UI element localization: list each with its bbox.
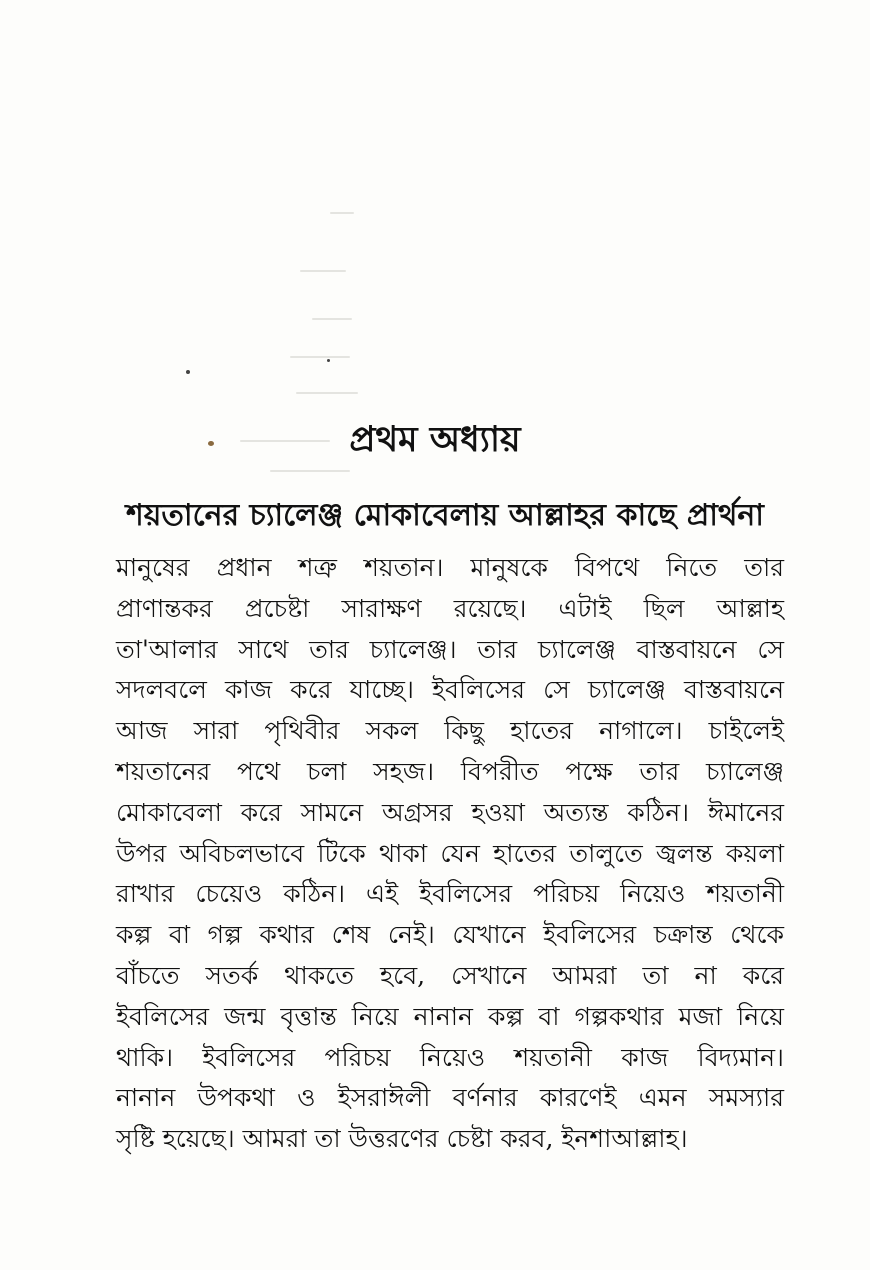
paragraph-line: সদলবলে কাজ করে যাচ্ছে। ইবলিসের সে চ্যালেঞ্জ বাস্তবায়নে xyxy=(116,675,784,705)
paragraph-line: নানান উপকথা ও ইসরাঈলী বর্ণনার কারণেই এমন সমস্যার xyxy=(116,1083,784,1113)
paragraph-line: তা'আলার সাথে তার চ্যালেঞ্জ। তার চ্যালেঞ্জ বাস্তবায়নে সে xyxy=(116,634,784,664)
paragraph-line: রাখার চেয়েও কঠিন। এই ইবলিসের পরিচয় নিয়েও শয়তানী xyxy=(116,879,784,909)
paragraph-line: শয়তানের পথে চলা সহজ। বিপরীত পক্ষে তার চ্যালেঞ্জ xyxy=(116,756,784,786)
paragraph-line: আজ সারা পৃথিবীর সকল কিছু হাতের নাগালে। চাইলেই xyxy=(116,716,784,746)
paragraph-line: উপর অবিচলভাবে টিকে থাকা যেন হাতের তালুতে জ্বলন্ত কয়লা xyxy=(116,838,784,868)
paragraph-line: সৃষ্টি হয়েছে। আমরা তা উত্তরণের চেষ্টা করব, ইনশাআল্লাহ। xyxy=(116,1124,688,1154)
paragraph-line: মানুষের প্রধান শত্রু শয়তান। মানুষকে বিপথে নিতে তার xyxy=(116,553,784,582)
bleed-through-mark xyxy=(296,392,358,394)
paragraph-line: থাকি। ইবলিসের পরিচয় নিয়েও শয়তানী কাজ বিদ্যমান। xyxy=(116,1042,784,1072)
dust-speck xyxy=(327,359,330,362)
chapter-title: প্রথম অধ্যায় xyxy=(349,419,521,460)
section-title: শয়তানের চ্যালেঞ্জ মোকাবেলায় আল্লাহর কাছে প্রার্থনা xyxy=(126,498,764,533)
dust-speck xyxy=(186,370,190,374)
body-paragraph xyxy=(116,548,784,1160)
paragraph-line: কল্প বা গল্প কথার শেষ নেই। যেখানে ইবলিসের চক্রান্ত থেকে xyxy=(116,920,784,950)
bleed-through-mark xyxy=(312,318,352,320)
paragraph-line: মোকাবেলা করে সামনে অগ্রসর হওয়া অত্যন্ত কঠিন। ঈমানের xyxy=(116,797,784,827)
paragraph-line: বাঁচতে সতর্ক থাকতে হবে, সেখানে আমরা তা না করে xyxy=(116,960,784,990)
bleed-through-mark xyxy=(270,470,350,472)
bleed-through-mark xyxy=(300,270,346,272)
paragraph-line: ইবলিসের জন্ম বৃত্তান্ত নিয়ে নানান কল্প বা গল্পকথার মজা নিয়ে xyxy=(116,1001,784,1031)
bleed-through-mark xyxy=(290,356,350,358)
paragraph-line: প্রাণান্তকর প্রচেষ্টা সারাক্ষণ রয়েছে। এটাই ছিল আল্লাহ xyxy=(116,593,784,623)
bleed-through-mark xyxy=(330,212,354,214)
